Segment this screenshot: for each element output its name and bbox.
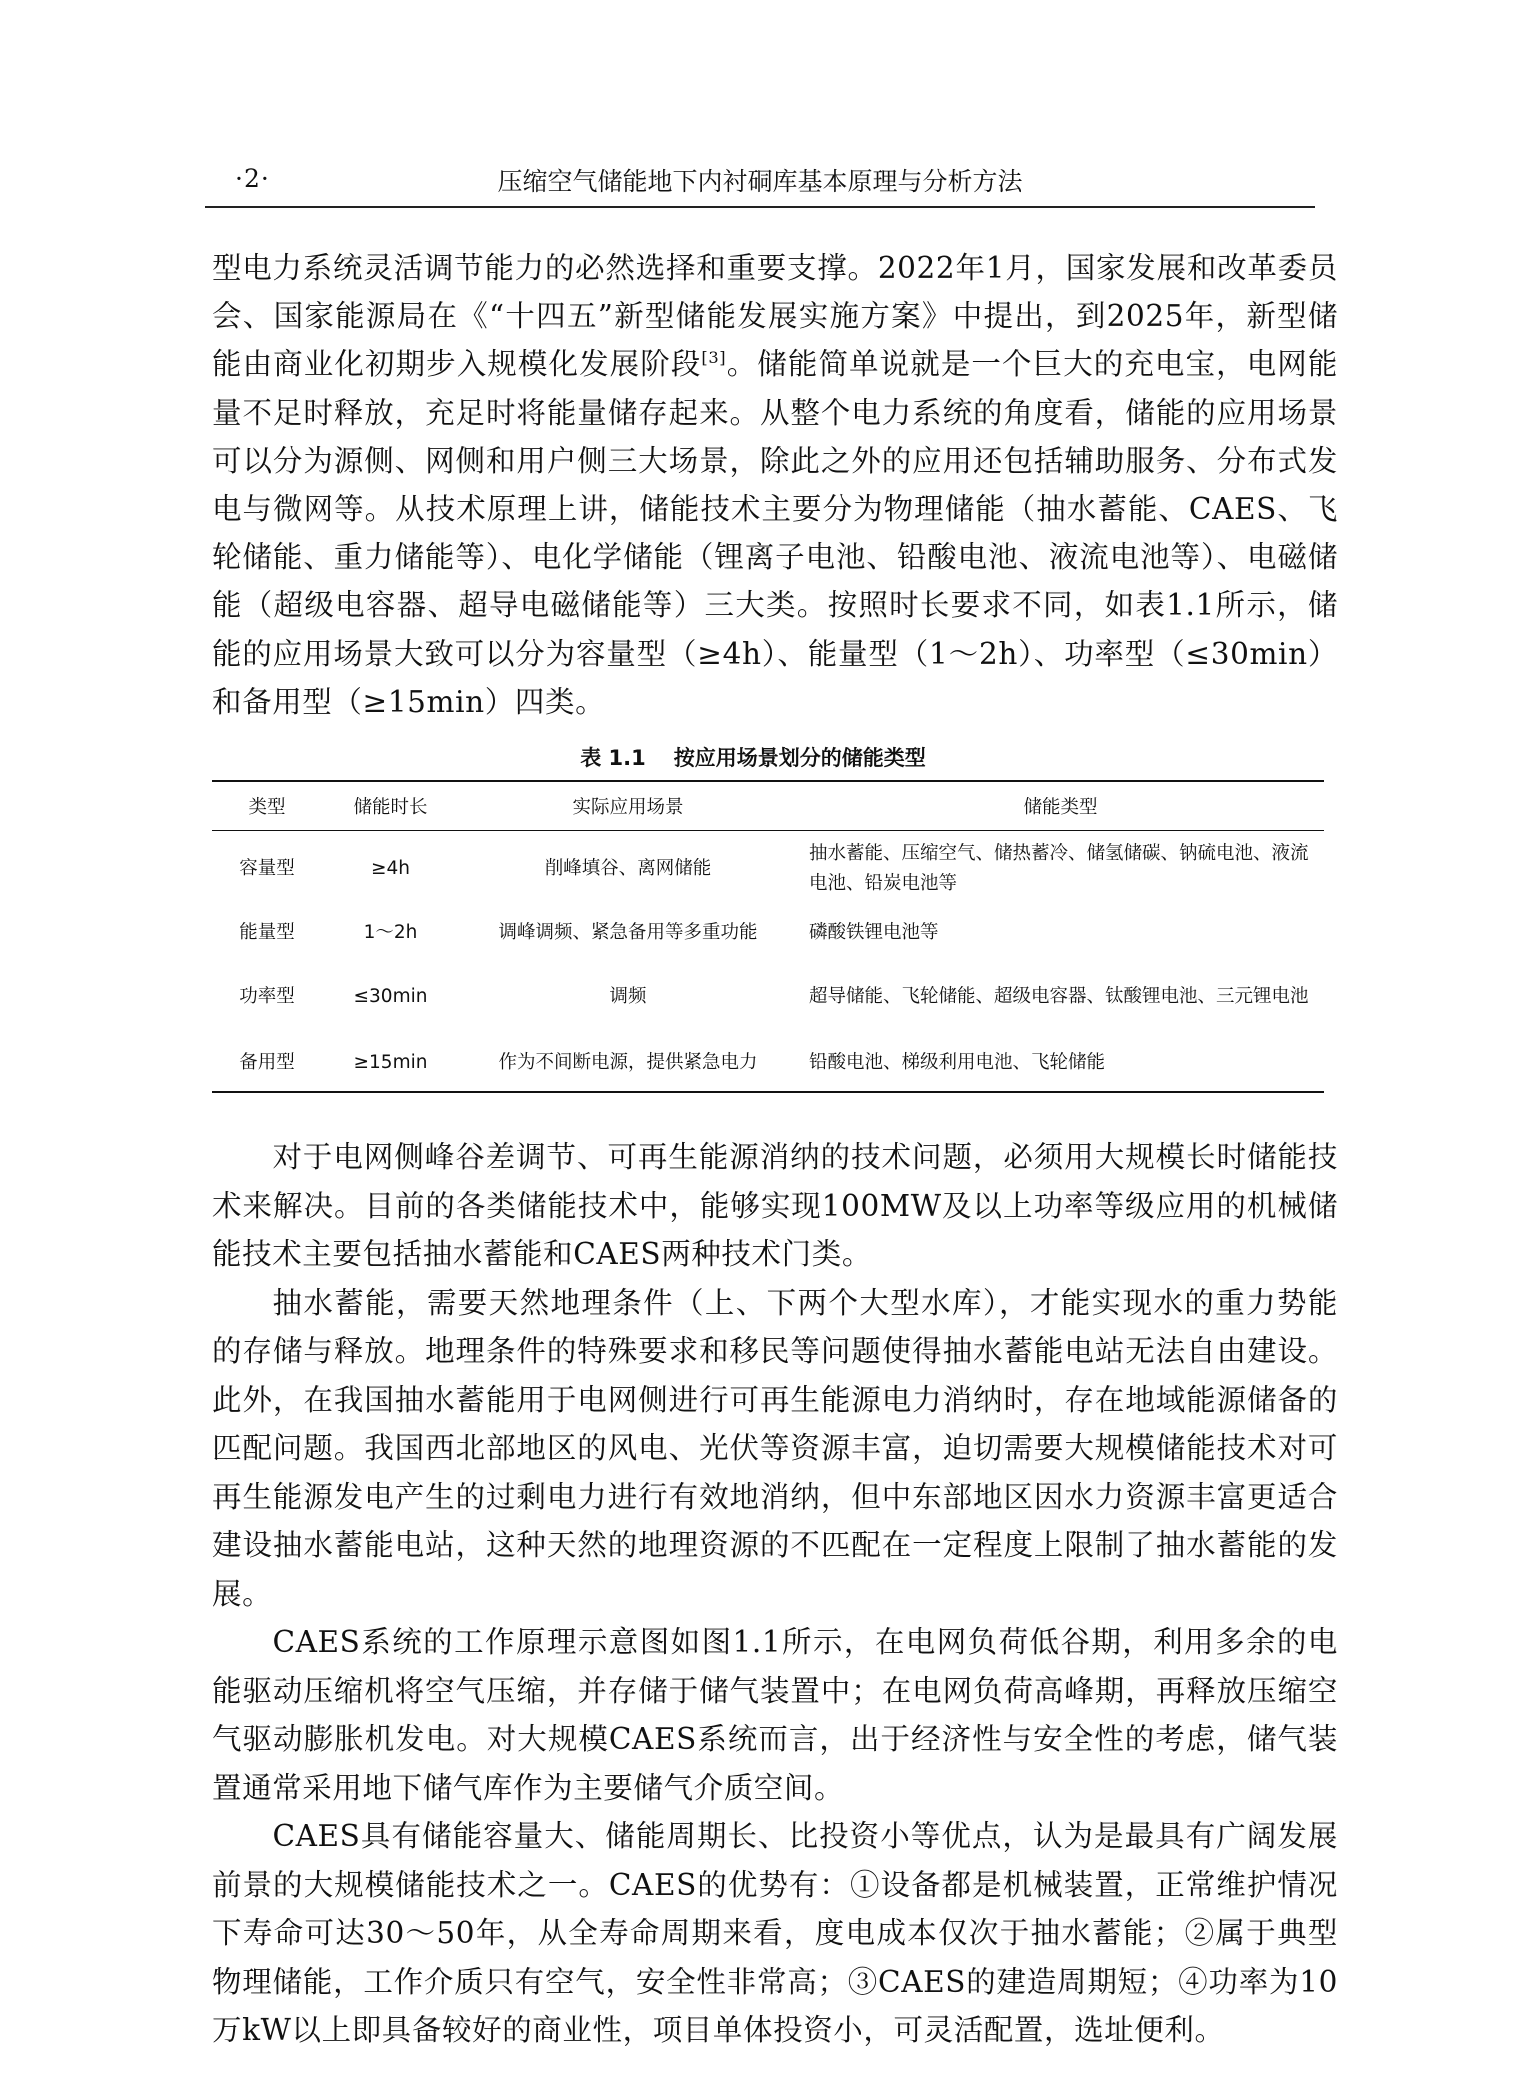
paragraph: 对于电网侧峰谷差调节、可再生能源消纳的技术问题，必须用大规模长时储能技术来解决。目前的各类储能技术中，能够实现100MW及以上功率等级应用的机械储能技术主要包括抽水蓄能和CAES两种技术门类。 (212, 1140, 1338, 1271)
header-storage-type: 储能类型 (1023, 797, 1098, 818)
paragraph (212, 244, 1338, 726)
paragraph-text: 。储能简单说就是一个巨大的充电宝，电网能量不足时释放，充足时将能量储存起来。从整个电力系统的角度看，储能的应用场景可以分为源侧、网侧和用户侧三大场景，除此之外的应用还包括辅助服务、分布式发电与微网等。从技术原理上讲，储能技术主要分为物理储能（抽水蓄能、CAES、飞轮储能、重力储能等）、电化学储能（锂离子电池、铅酸电池、液流电池等）、电磁储能（超级电容器、超导电磁储能等）三大类。按照时长要求不同，如表1.1所示，储能的应用场景大致可以分为容量型（≥4h）、能量型（1～2h）、功率型（≤30min）和备用型（≥15min）四类。 (212, 347, 1338, 719)
table-number: 表 1.1 (580, 746, 646, 770)
paragraph: 抽水蓄能，需要天然地理条件（上、下两个大型水库），才能实现水的重力势能的存储与释放。地理条件的特殊要求和移民等问题使得抽水蓄能电站无法自由建设。此外，在我国抽水蓄能用于电网侧进行可再生能源电力消纳时，存在地域能源储备的匹配问题。我国西北部地区的风电、光伏等资源丰富，迫切需要大规模储能技术对可再生能源发电产生的过剩电力进行有效地消纳，但中东部地区因水力资源丰富更适合建设抽水蓄能电站，这种天然的地理资源的不匹配在一定程度上限制了抽水蓄能的发展。 (212, 1285, 1338, 1611)
cell-type: 能量型 (239, 922, 295, 943)
paragraph: CAES系统的工作原理示意图如图1.1所示，在电网负荷低谷期，利用多余的电能驱动压缩机将空气压缩，并存储于储气装置中；在电网负荷高峰期，再释放压缩空气驱动膨胀机发电。对大规模CAES系统而言，出于经济性与安全性的考虑，储气装置通常采用地下储气库作为主要储气介质空间。 (212, 1625, 1338, 1805)
cell-scenario: 调峰调频、紧急备用等多重功能 (498, 922, 758, 943)
running-title: 压缩空气储能地下内衬硐库基本原理与分析方法 (497, 167, 1023, 196)
cell-duration: 1～2h (363, 922, 418, 943)
body-text-bottom (212, 1133, 1338, 2055)
header-duration: 储能时长 (353, 797, 428, 818)
cell-storage-type: 超导储能、飞轮储能、超级电容器、钛酸锂电池、三元锂电池 (809, 986, 1309, 1007)
paragraph: CAES具有储能容量大、储能周期长、比投资小等优点，认为是最具有广阔发展前景的大规模储能技术之一。CAES的优势有：①设备都是机械装置，正常维护情况下寿命可达30～50年，从全寿命周期来看，度电成本仅次于抽水蓄能；②属于典型物理储能，工作介质只有空气，安全性非常高；③CAES的建造周期短；④功率为10万kW以上即具备较好的商业性，项目单体投资小，可灵活配置，选址便利。 (212, 1819, 1338, 2047)
cell-duration: ≤30min (353, 986, 428, 1007)
citation-ref: [3] (701, 348, 727, 368)
cell-type: 备用型 (239, 1052, 295, 1073)
cell-scenario: 削峰填谷、离网储能 (544, 858, 712, 879)
table-row (212, 907, 1324, 959)
header-scenario: 实际应用场景 (572, 797, 684, 818)
table-title: 按应用场景划分的储能类型 (673, 746, 926, 770)
storage-type-table (212, 780, 1324, 1093)
cell-type: 功率型 (239, 986, 295, 1007)
body-text-top (212, 244, 1338, 726)
cell-scenario: 作为不间断电源，提供紧急电力 (498, 1052, 758, 1073)
cell-duration: ≥15min (353, 1052, 428, 1073)
table-caption (212, 742, 1322, 772)
cell-scenario: 调频 (609, 986, 647, 1007)
cell-storage-type: 抽水蓄能、压缩空气、储热蓄冷、储氢储碳、钠硫电池、液流电池、铅炭电池等 (809, 843, 1309, 894)
page-header (205, 158, 1315, 208)
table-header-row (212, 781, 1324, 831)
cell-storage-type: 铅酸电池、梯级利用电池、飞轮储能 (809, 1052, 1106, 1073)
paragraph-text: 型电力系统灵活调节能力的必然选择和重要支撑。2022年1月，国家发展和改革委员会、国家能源局在《“十四五”新型储能发展实施方案》中提出，到2025年，新型储能由商业化初期步入规模化发展阶段 (212, 251, 1338, 382)
table-row (212, 1035, 1324, 1092)
table-row (212, 959, 1324, 1035)
page-number: ·2· (235, 164, 270, 193)
cell-storage-type: 磷酸铁锂电池等 (809, 922, 939, 943)
cell-duration: ≥4h (371, 858, 410, 879)
cell-type: 容量型 (239, 858, 295, 879)
table-row (212, 831, 1324, 908)
header-type: 类型 (248, 797, 286, 818)
